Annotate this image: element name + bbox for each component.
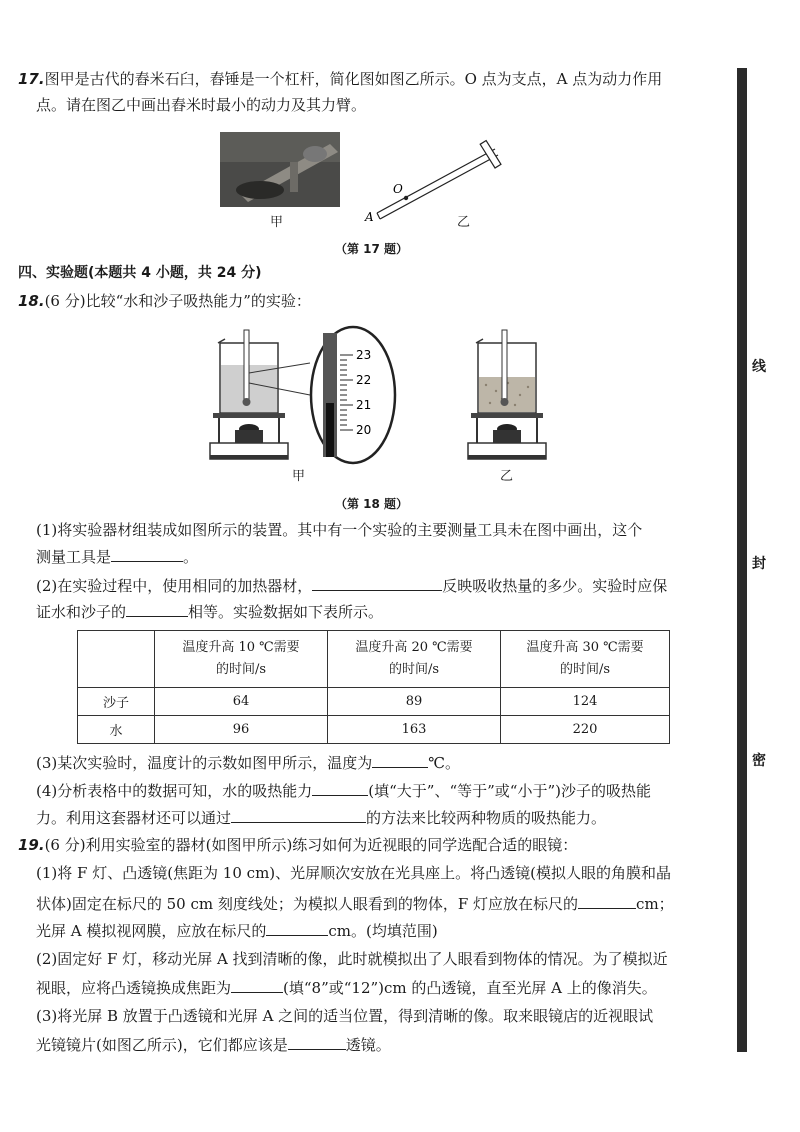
mortar-photo — [220, 132, 340, 207]
q19-p1-line2-text: 状体)固定在标尺的 50 cm 刻度线处；为模拟人眼看到的物体，F 灯应放在标尺的 — [36, 895, 579, 913]
q18-p4-line1-text: (4)分析表格中的数据可知，水的吸热能力 — [36, 782, 313, 800]
q19-p3-line2-text: 光镜镜片(如图乙所示)，它们都应该是 — [36, 1036, 288, 1054]
q18-intro: (6 分)比较“水和沙子吸热能力”的实验： — [44, 292, 311, 310]
section4-title: 四、实验题(本题共 4 小题，共 24 分) — [18, 265, 262, 281]
answer-blank-7[interactable] — [578, 892, 636, 909]
q19-p2-line2-end: (填“8”或“12”)cm 的凸透镜，直至光屏 A 上的像消失。 — [283, 979, 657, 997]
table-cell: 96 — [155, 716, 328, 744]
q17-line1 — [18, 68, 662, 90]
q18-p1-line2-end: 。 — [183, 548, 199, 566]
stand-plate — [213, 413, 285, 418]
q18-p4-line2-end: 的方法来比较两种物质的吸热能力。 — [366, 809, 607, 827]
q18-p4-line2-text: 力。利用这套器材还可以通过 — [36, 809, 232, 827]
q17-number: 17. — [18, 70, 45, 88]
q19-p3-line2-end: 透镜。 — [345, 1036, 391, 1054]
table-header-row — [78, 631, 670, 688]
label-A: A — [365, 210, 374, 224]
table-cell: 124 — [501, 688, 670, 716]
answer-blank-4[interactable] — [372, 751, 428, 768]
answer-blank-2[interactable] — [312, 574, 442, 591]
answer-blank-1[interactable] — [111, 545, 183, 562]
fig17-label-jia: 甲 — [270, 215, 284, 230]
table-cell: 220 — [501, 716, 670, 744]
answer-blank-3[interactable] — [126, 600, 188, 617]
fig18-caption: （第 18 题） — [335, 497, 409, 511]
table-row — [78, 688, 670, 716]
q19-p1-line3-text: 光屏 A 模拟视网膜，应放在标尺的 — [36, 922, 267, 940]
q19-p3-line1: (3)将光屏 B 放置于凸透镜和光屏 A 之间的适当位置，得到清晰的像。取来眼镜店的近视眼试 — [36, 1007, 654, 1025]
q18-number: 18. — [18, 292, 45, 310]
hammer-head — [480, 141, 501, 168]
binding-margin-bar — [737, 68, 747, 1052]
pivot-point — [404, 196, 408, 200]
margin-label-xian: 线 — [752, 359, 766, 375]
table-cell: 水 — [78, 716, 155, 744]
q19-p1-line2-end: cm； — [636, 895, 674, 913]
tick-22: 22 — [356, 373, 372, 387]
q18-p2-line1-text: (2)在实验过程中，使用相同的加热器材， — [36, 577, 313, 595]
q19-p2-line1: (2)固定好 F 灯，移动光屏 A 找到清晰的像，此时就模拟出了人眼看到物体的情况。为了模拟近 — [36, 950, 668, 968]
q18-p2-line1 — [36, 574, 667, 597]
q17-text-line2: 点。请在图乙中画出舂米时最小的动力及其力臂。 — [36, 96, 367, 114]
q18-p3 — [36, 751, 460, 774]
q18-p1-line2-text: 测量工具是 — [36, 548, 112, 566]
table-cell: 163 — [328, 716, 501, 744]
table-header-cell: 温度升高 10 ℃需要的时间/s — [155, 631, 328, 688]
q19-p1-line3 — [36, 919, 438, 942]
q19-p1-line1: (1)将 F 灯、凸透镜(焦距为 10 cm)、光屏顺次安放在光具座上。将凸透镜(模拟人眼的角膜和晶 — [36, 864, 671, 882]
table-header-cell: 温度升高 30 ℃需要的时间/s — [501, 631, 670, 688]
q18-p1-line1: (1)将实验器材组装成如图所示的装置。其中有一个实验的主要测量工具未在图中画出，这个 — [36, 521, 643, 539]
lever-beam-top — [377, 149, 495, 213]
water-heating-apparatus — [205, 325, 405, 475]
q18-p4-line1 — [36, 779, 651, 802]
q19-intro-line — [18, 834, 577, 856]
fig17-caption: （第 17 题） — [335, 242, 409, 256]
tick-20: 20 — [356, 423, 372, 437]
q18-p3-text: (3)某次实验时，温度计的示数如图甲所示，温度为 — [36, 754, 373, 772]
q19-p2-line2 — [36, 976, 657, 999]
margin-label-mi: 密 — [752, 753, 766, 769]
q18-p2-line1-end: 反映吸收热量的多少。实验时应保 — [442, 577, 668, 595]
table-cell: 89 — [328, 688, 501, 716]
q18-p3-end: ℃。 — [428, 754, 461, 772]
tick-21: 21 — [356, 398, 372, 412]
mortar-photo-illustration — [220, 132, 340, 207]
margin-label-feng: 封 — [752, 556, 766, 572]
fig17-label-yi: 乙 — [457, 215, 471, 230]
q18-p4-line2 — [36, 806, 606, 829]
data-table — [77, 630, 670, 744]
fig18-label-jia: 甲 — [292, 469, 306, 484]
answer-blank-6[interactable] — [231, 806, 366, 823]
label-O: O — [393, 182, 403, 196]
table-cell: 沙子 — [78, 688, 155, 716]
q19-number: 19. — [18, 836, 45, 854]
q19-p1-line3-end: cm。(均填范围) — [328, 922, 438, 940]
table-cell: 64 — [155, 688, 328, 716]
answer-blank-10[interactable] — [288, 1033, 346, 1050]
q19-p1-line2 — [36, 892, 674, 915]
tick-23: 23 — [356, 348, 372, 362]
q18-p2-line2-text: 证水和沙子的 — [36, 603, 127, 621]
thermometer — [244, 330, 249, 400]
table-header-cell: 温度升高 20 ℃需要的时间/s — [328, 631, 501, 688]
q19-intro: (6 分)利用实验室的器材(如图甲所示)练习如何为近视眼的同学选配合适的眼镜： — [44, 836, 578, 854]
q18-intro-line — [18, 290, 311, 312]
q19-p2-line2-text: 视眼，应将凸透镜换成焦距为 — [36, 979, 232, 997]
answer-blank-8[interactable] — [266, 919, 328, 936]
table-header-cell — [78, 631, 155, 688]
q18-p2-line2 — [36, 600, 383, 623]
q19-p3-line2 — [36, 1033, 391, 1056]
sand-heating-apparatus — [460, 325, 555, 465]
q18-p2-line2-end: 相等。实验数据如下表所示。 — [188, 603, 384, 621]
table-row — [78, 716, 670, 744]
answer-blank-9[interactable] — [231, 976, 283, 993]
q18-p1-line2 — [36, 545, 198, 568]
q18-p4-line1-end: (填“大于”、“等于”或“小于”)沙子的吸热能 — [368, 782, 651, 800]
lever-diagram — [360, 135, 510, 230]
fig18-label-yi: 乙 — [500, 469, 514, 484]
q17-text-line1: 图甲是古代的舂米石臼，舂锤是一个杠杆，简化图如图乙所示。O 点为支点，A 点为动力作用 — [44, 70, 663, 88]
answer-blank-5[interactable] — [312, 779, 368, 796]
thermometer-sand — [502, 330, 507, 400]
